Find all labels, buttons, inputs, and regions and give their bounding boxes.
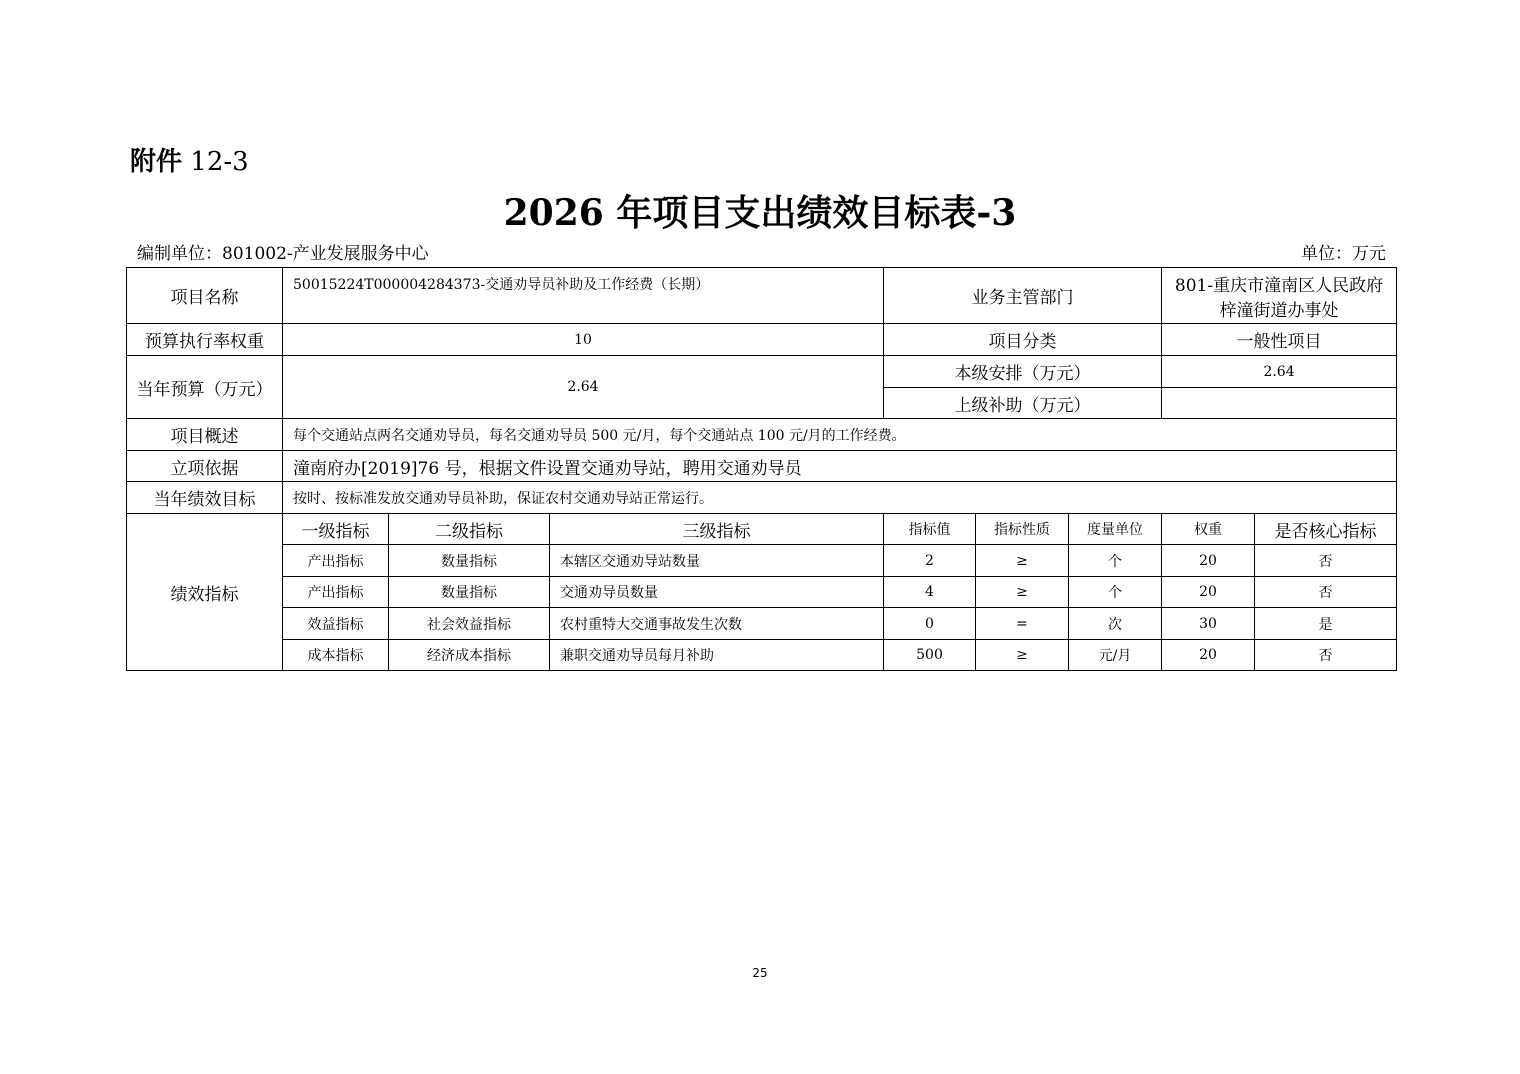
header-unit: 度量单位 <box>1069 514 1162 545</box>
header-level1: 一级指标 <box>283 514 389 545</box>
header-nature: 指标性质 <box>976 514 1069 545</box>
indicator-value: 500 <box>884 640 976 671</box>
attachment-label <box>130 142 249 182</box>
indicator-unit: 个 <box>1069 577 1162 608</box>
indicator-weight: 30 <box>1162 608 1255 640</box>
indicator-level3: 交通劝导员数量 <box>550 577 884 608</box>
indicator-core: 否 <box>1255 640 1397 671</box>
superior-label: 上级补助（万元） <box>884 388 1162 419</box>
budget-value: 2.64 <box>283 356 884 419</box>
indicator-nature: = <box>976 608 1069 640</box>
indicator-level1: 成本指标 <box>283 640 389 671</box>
header-level2: 二级指标 <box>389 514 550 545</box>
indicator-level2: 数量指标 <box>389 577 550 608</box>
indicator-value: 4 <box>884 577 976 608</box>
indicator-weight: 20 <box>1162 640 1255 671</box>
category-value: 一般性项目 <box>1162 324 1397 356</box>
indicator-level1: 效益指标 <box>283 608 389 640</box>
header-weight: 权重 <box>1162 514 1255 545</box>
dept-label: 业务主管部门 <box>884 268 1162 324</box>
table-row <box>127 640 1397 671</box>
unit-row <box>137 241 1386 267</box>
indicator-unit: 次 <box>1069 608 1162 640</box>
indicator-value: 0 <box>884 608 976 640</box>
indicator-level2: 数量指标 <box>389 545 550 577</box>
indicator-level2: 经济成本指标 <box>389 640 550 671</box>
indicator-core: 是 <box>1255 608 1397 640</box>
indicator-level3: 兼职交通劝导员每月补助 <box>550 640 884 671</box>
attachment-number: 12-3 <box>190 147 249 177</box>
row-budget-local <box>127 356 1397 388</box>
indicator-weight: 20 <box>1162 545 1255 577</box>
indicator-unit: 个 <box>1069 545 1162 577</box>
local-value: 2.64 <box>1162 356 1397 388</box>
attachment-prefix: 附件 <box>130 147 183 177</box>
weight-label: 预算执行率权重 <box>127 324 283 356</box>
page-title: 2026 年项目支出绩效目标表-3 <box>503 192 1017 234</box>
indicator-nature: ≥ <box>976 577 1069 608</box>
table-row <box>127 608 1397 640</box>
indicator-level2: 社会效益指标 <box>389 608 550 640</box>
budget-label: 当年预算（万元） <box>127 356 283 419</box>
project-name-value: 50015224T000004284373-交通劝导员补助及工作经费（长期） <box>283 268 884 324</box>
category-label: 项目分类 <box>884 324 1162 356</box>
project-name-label: 项目名称 <box>127 268 283 324</box>
indicators-section-label: 绩效指标 <box>127 514 283 671</box>
indicator-nature: ≥ <box>976 640 1069 671</box>
indicator-level1: 产出指标 <box>283 577 389 608</box>
goal-value: 按时、按标准发放交通劝导员补助，保证农村交通劝导站正常运行。 <box>283 482 1397 514</box>
dept-value: 801-重庆市潼南区人民政府梓潼街道办事处 <box>1162 268 1397 324</box>
indicator-core: 否 <box>1255 545 1397 577</box>
indicator-core: 否 <box>1255 577 1397 608</box>
row-goal <box>127 482 1397 514</box>
indicator-nature: ≥ <box>976 545 1069 577</box>
indicator-header-row <box>127 514 1397 545</box>
weight-value: 10 <box>283 324 884 356</box>
header-value: 指标值 <box>884 514 976 545</box>
overview-value: 每个交通站点两名交通劝导员，每名交通劝导员 500 元/月，每个交通站点 100 元/月的工作经费。 <box>283 419 1397 451</box>
table-row <box>127 545 1397 577</box>
row-project-name <box>127 268 1397 324</box>
row-overview <box>127 419 1397 451</box>
compiler-label: 编制单位：801002-产业发展服务中心 <box>137 244 429 264</box>
header-core: 是否核心指标 <box>1255 514 1397 545</box>
basis-label: 立项依据 <box>127 451 283 482</box>
unit-label: 单位：万元 <box>1301 244 1386 264</box>
indicator-value: 2 <box>884 545 976 577</box>
indicator-level3: 本辖区交通劝导站数量 <box>550 545 884 577</box>
indicator-weight: 20 <box>1162 577 1255 608</box>
header-level3: 三级指标 <box>550 514 884 545</box>
overview-label: 项目概述 <box>127 419 283 451</box>
indicator-level1: 产出指标 <box>283 545 389 577</box>
superior-value <box>1162 388 1397 419</box>
performance-table <box>126 267 1397 671</box>
indicator-unit: 元/月 <box>1069 640 1162 671</box>
goal-label: 当年绩效目标 <box>127 482 283 514</box>
row-basis <box>127 451 1397 482</box>
basis-value: 潼南府办[2019]76 号，根据文件设置交通劝导站，聘用交通劝导员 <box>283 451 1397 482</box>
table-row <box>127 577 1397 608</box>
local-label: 本级安排（万元） <box>884 356 1162 388</box>
indicator-level3: 农村重特大交通事故发生次数 <box>550 608 884 640</box>
page-number: 25 <box>752 966 768 980</box>
row-weight <box>127 324 1397 356</box>
